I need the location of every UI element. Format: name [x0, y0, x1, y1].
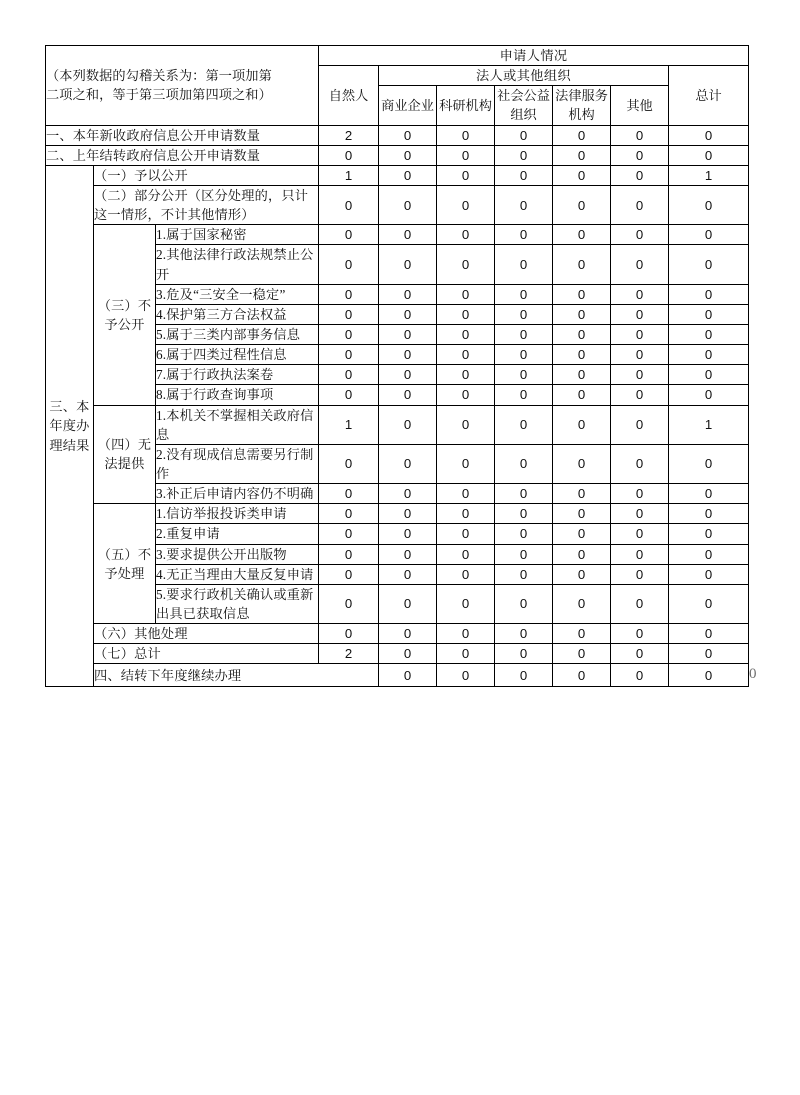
cell-value: 0 — [437, 504, 495, 524]
cell-value: 0 — [495, 304, 553, 324]
column-note — [46, 46, 319, 126]
cell-value: 0 — [611, 405, 669, 444]
table-row — [46, 225, 749, 245]
row-label-item: 3.要求提供公开出版物 — [156, 544, 319, 564]
cell-value: 0 — [319, 544, 379, 564]
cell-value: 0 — [669, 504, 749, 524]
cell-value: 0 — [437, 644, 495, 664]
cell-value: 0 — [611, 125, 669, 145]
row-label-subtotal: （七）总计 — [94, 644, 319, 664]
row-label-carried-over-applications: 二、上年结转政府信息公开申请数量 — [46, 145, 319, 165]
cell-value: 0 — [379, 524, 437, 544]
cell-value: 1 — [669, 165, 749, 185]
table-row — [46, 624, 749, 644]
cell-value: 0 — [669, 624, 749, 644]
cell-value: 0 — [379, 345, 437, 365]
cell-value: 0 — [319, 284, 379, 304]
row-label-item: 1.本机关不掌握相关政府信息 — [156, 405, 319, 444]
cell-value: 0 — [379, 405, 437, 444]
cell-value: 0 — [611, 165, 669, 185]
cell-value: 0 — [495, 345, 553, 365]
cell-value: 0 — [495, 165, 553, 185]
cell-value: 0 — [319, 524, 379, 544]
cell-value: 0 — [611, 624, 669, 644]
cell-value: 0 — [611, 304, 669, 324]
cell-value: 0 — [437, 544, 495, 564]
cell-value: 0 — [669, 544, 749, 564]
cell-value: 0 — [437, 564, 495, 584]
cell-value: 0 — [437, 524, 495, 544]
table-row — [46, 185, 749, 224]
group-label-not-processed: （五）不予处理 — [94, 504, 156, 624]
cell-value: 0 — [669, 444, 749, 483]
cell-value: 0 — [611, 185, 669, 224]
cell-value: 0 — [495, 624, 553, 644]
cell-value: 0 — [437, 165, 495, 185]
cell-value: 0 — [669, 185, 749, 224]
cell-value: 0 — [553, 444, 611, 483]
cell-value: 0 — [611, 524, 669, 544]
cell-value: 0 — [611, 245, 669, 284]
cell-value: 0 — [669, 365, 749, 385]
cell-value: 0 — [669, 564, 749, 584]
cell-value: 0 — [553, 644, 611, 664]
cell-value: 0 — [379, 125, 437, 145]
cell-value: 0 — [553, 145, 611, 165]
cell-value: 0 — [611, 225, 669, 245]
cell-value: 0 — [437, 405, 495, 444]
cell-value: 0 — [379, 365, 437, 385]
cell-value: 0 — [379, 644, 437, 664]
note-line-1: （本列数据的勾稽关系为：第一项加第 — [46, 68, 272, 84]
cell-value: 0 — [495, 664, 553, 687]
cell-value: 0 — [669, 304, 749, 324]
cell-value: 0 — [495, 524, 553, 544]
section-label-annual-processing-results: 三、本年度办理结果 — [46, 165, 94, 686]
cell-value: 0 — [611, 504, 669, 524]
cell-value: 0 — [495, 284, 553, 304]
cell-value: 0 — [379, 544, 437, 564]
cell-value: 0 — [553, 544, 611, 564]
header-legal-entity-or-other-org: 法人或其他组织 — [379, 66, 669, 86]
cell-value: 0 — [553, 304, 611, 324]
cell-value: 0 — [669, 584, 749, 623]
cell-value: 0 — [553, 504, 611, 524]
cell-value: 0 — [495, 245, 553, 284]
cell-value: 2 — [319, 644, 379, 664]
cell-value: 0 — [611, 385, 669, 405]
cell-value: 0 — [611, 644, 669, 664]
cell-value: 0 — [611, 324, 669, 344]
cell-value: 0 — [611, 145, 669, 165]
cell-value: 0 — [437, 324, 495, 344]
row-label-item: 2.其他法律行政法规禁止公开 — [156, 245, 319, 284]
table-row — [46, 504, 749, 524]
header-row-applicant-group — [46, 46, 749, 66]
cell-value: 0 — [553, 345, 611, 365]
cell-value: 0 — [611, 345, 669, 365]
cell-value: 0 — [495, 584, 553, 623]
note-line-2: 二项之和，等于第三项加第四项之和） — [46, 87, 272, 103]
row-label-item: 1.信访举报投诉类申请 — [156, 504, 319, 524]
cell-value: 0 — [669, 524, 749, 544]
cell-value: 0 — [319, 484, 379, 504]
cell-value: 0 — [379, 185, 437, 224]
row-label-item: 2.重复申请 — [156, 524, 319, 544]
cell-value: 0 — [669, 225, 749, 245]
cell-value: 0 — [437, 484, 495, 504]
cell-value: 0 — [495, 385, 553, 405]
cell-value: 1 — [669, 405, 749, 444]
cell-value: 0 — [553, 284, 611, 304]
cell-value: 0 — [553, 165, 611, 185]
cell-value: 0 — [669, 284, 749, 304]
cell-value: 0 — [437, 245, 495, 284]
cell-value: 0 — [379, 385, 437, 405]
cell-value: 0 — [495, 544, 553, 564]
cell-value: 0 — [319, 504, 379, 524]
row-label-other-handling: （六）其他处理 — [94, 624, 319, 644]
cell-value: 0 — [319, 324, 379, 344]
cell-value: 0 — [319, 225, 379, 245]
cell-value: 0 — [437, 345, 495, 365]
row-label-item: 1.属于国家秘密 — [156, 225, 319, 245]
cell-value: 0 — [437, 624, 495, 644]
header-legal-service-org: 法律服务机构 — [553, 86, 611, 125]
header-public-welfare-org: 社会公益组织 — [495, 86, 553, 125]
cell-value: 0 — [495, 324, 553, 344]
cell-value: 0 — [495, 484, 553, 504]
cell-value: 1 — [319, 405, 379, 444]
cell-value: 0 — [319, 444, 379, 483]
cell-value: 0 — [669, 484, 749, 504]
table-row — [46, 125, 749, 145]
cell-value: 0 — [379, 284, 437, 304]
government-information-disclosure-table — [45, 45, 757, 687]
cell-value: 0 — [437, 385, 495, 405]
cell-value: 0 — [379, 624, 437, 644]
cell-value: 0 — [669, 644, 749, 664]
cell-value: 0 — [553, 584, 611, 623]
cell-value: 0 — [319, 624, 379, 644]
cell-value: 0 — [495, 145, 553, 165]
cell-value: 0 — [611, 664, 669, 687]
row-label-item: 6.属于四类过程性信息 — [156, 345, 319, 365]
cell-value: 0 — [379, 444, 437, 483]
cell-value: 0 — [553, 324, 611, 344]
cell-value: 0 — [379, 165, 437, 185]
cell-value: 0 — [319, 584, 379, 623]
cell-value: 0 — [437, 664, 495, 687]
cell-value: 0 — [437, 185, 495, 224]
cell-value: 0 — [611, 484, 669, 504]
cell-value: 0 — [495, 125, 553, 145]
cell-value: 0 — [379, 324, 437, 344]
cell-value: 0 — [553, 245, 611, 284]
row-label-item: 2.没有现成信息需要另行制作 — [156, 444, 319, 483]
cell-value: 0 — [669, 145, 749, 165]
cell-value: 0 — [669, 324, 749, 344]
cell-value: 0 — [379, 564, 437, 584]
cell-value: 0 — [319, 564, 379, 584]
cell-value: 0 — [437, 304, 495, 324]
cell-value: 0 — [379, 504, 437, 524]
cell-value: 0 — [553, 225, 611, 245]
row-label-item: 3.补正后申请内容仍不明确 — [156, 484, 319, 504]
row-label-item: 5.要求行政机关确认或重新出具已获取信息 — [156, 584, 319, 623]
cell-value: 0 — [379, 225, 437, 245]
cell-value: 0 — [495, 185, 553, 224]
cell-value: 0 — [669, 345, 749, 365]
header-commercial-enterprise: 商业企业 — [379, 86, 437, 125]
table-row — [46, 165, 749, 185]
cell-value: 0 — [611, 284, 669, 304]
cell-value: 0 — [319, 145, 379, 165]
cell-value: 0 — [553, 564, 611, 584]
cell-value: 0 — [379, 664, 437, 687]
table-row — [46, 644, 749, 664]
cell-value: 0 — [553, 524, 611, 544]
cell-value: 0 — [611, 365, 669, 385]
cell-value: 0 — [669, 385, 749, 405]
cell-value: 0 — [553, 405, 611, 444]
row-label-item: 7.属于行政执法案卷 — [156, 365, 319, 385]
table-row — [46, 145, 749, 165]
row-label-item: 8.属于行政查询事项 — [156, 385, 319, 405]
table-row: 四、结转下年度继续办理 0 0 0 0 0 0 0 — [46, 664, 749, 687]
cell-value: 0 — [553, 484, 611, 504]
row-label-new-applications: 一、本年新收政府信息公开申请数量 — [46, 125, 319, 145]
cell-value: 0 — [553, 385, 611, 405]
cell-value: 0 — [319, 185, 379, 224]
cell-value: 0 — [319, 385, 379, 405]
cell-value: 0 — [669, 664, 749, 687]
cell-value: 0 — [553, 185, 611, 224]
cell-value: 0 — [553, 125, 611, 145]
cell-value: 0 — [495, 564, 553, 584]
cell-value: 0 — [495, 444, 553, 483]
cell-value: 0 — [319, 304, 379, 324]
statistics-sheet — [45, 45, 757, 687]
row-label-carried-to-next-year: 四、结转下年度继续办理 — [94, 664, 379, 687]
cell-value: 0 — [437, 365, 495, 385]
row-label-item: 5.属于三类内部事务信息 — [156, 324, 319, 344]
header-other-entity: 其他 — [611, 86, 669, 125]
cell-value: 0 — [553, 365, 611, 385]
cell-value: 1 — [319, 165, 379, 185]
row-label-disclosed: （一）予以公开 — [94, 165, 319, 185]
cell-value: 0 — [437, 125, 495, 145]
cell-value: 0 — [437, 284, 495, 304]
cell-value: 0 — [611, 544, 669, 564]
group-label-unable-to-provide: （四）无法提供 — [94, 405, 156, 504]
cell-value: 0 — [379, 484, 437, 504]
row-label-partially-disclosed: （二）部分公开（区分处理的，只计这一情形，不计其他情形） — [94, 185, 319, 224]
cell-value: 0 — [319, 365, 379, 385]
cell-value: 0 — [553, 664, 611, 687]
cell-value: 0 — [611, 564, 669, 584]
cell-value: 0 — [495, 504, 553, 524]
cell-value: 0 — [319, 345, 379, 365]
cell-value: 0 — [611, 444, 669, 483]
cell-value: 0 — [437, 584, 495, 623]
row-label-item: 3.危及“三安全一稳定” — [156, 284, 319, 304]
cell-value: 0 — [379, 584, 437, 623]
cell-value: 0 — [379, 145, 437, 165]
cell-value: 0 — [669, 245, 749, 284]
cell-value: 0 — [495, 644, 553, 664]
cell-value: 0 — [437, 444, 495, 483]
row-label-item: 4.保护第三方合法权益 — [156, 304, 319, 324]
row-label-item: 4.无正当理由大量反复申请 — [156, 564, 319, 584]
cell-value: 2 — [319, 125, 379, 145]
header-applicant-situation: 申请人情况 — [319, 46, 749, 66]
header-total: 总计 — [669, 66, 749, 125]
cell-value: 0 — [669, 125, 749, 145]
header-research-institution: 科研机构 — [437, 86, 495, 125]
cell-value: 0 — [379, 245, 437, 284]
cell-value: 0 — [553, 624, 611, 644]
cell-value: 0 — [495, 365, 553, 385]
group-label-not-disclosed: （三）不予公开 — [94, 225, 156, 405]
table-row — [46, 405, 749, 444]
cell-value: 0 — [495, 225, 553, 245]
cell-value: 0 — [437, 225, 495, 245]
cell-value: 0 — [437, 145, 495, 165]
cell-value: 0 — [611, 584, 669, 623]
cell-value: 0 — [379, 304, 437, 324]
cell-value: 0 — [319, 245, 379, 284]
cell-value: 0 — [495, 405, 553, 444]
header-natural-person: 自然人 — [319, 66, 379, 125]
